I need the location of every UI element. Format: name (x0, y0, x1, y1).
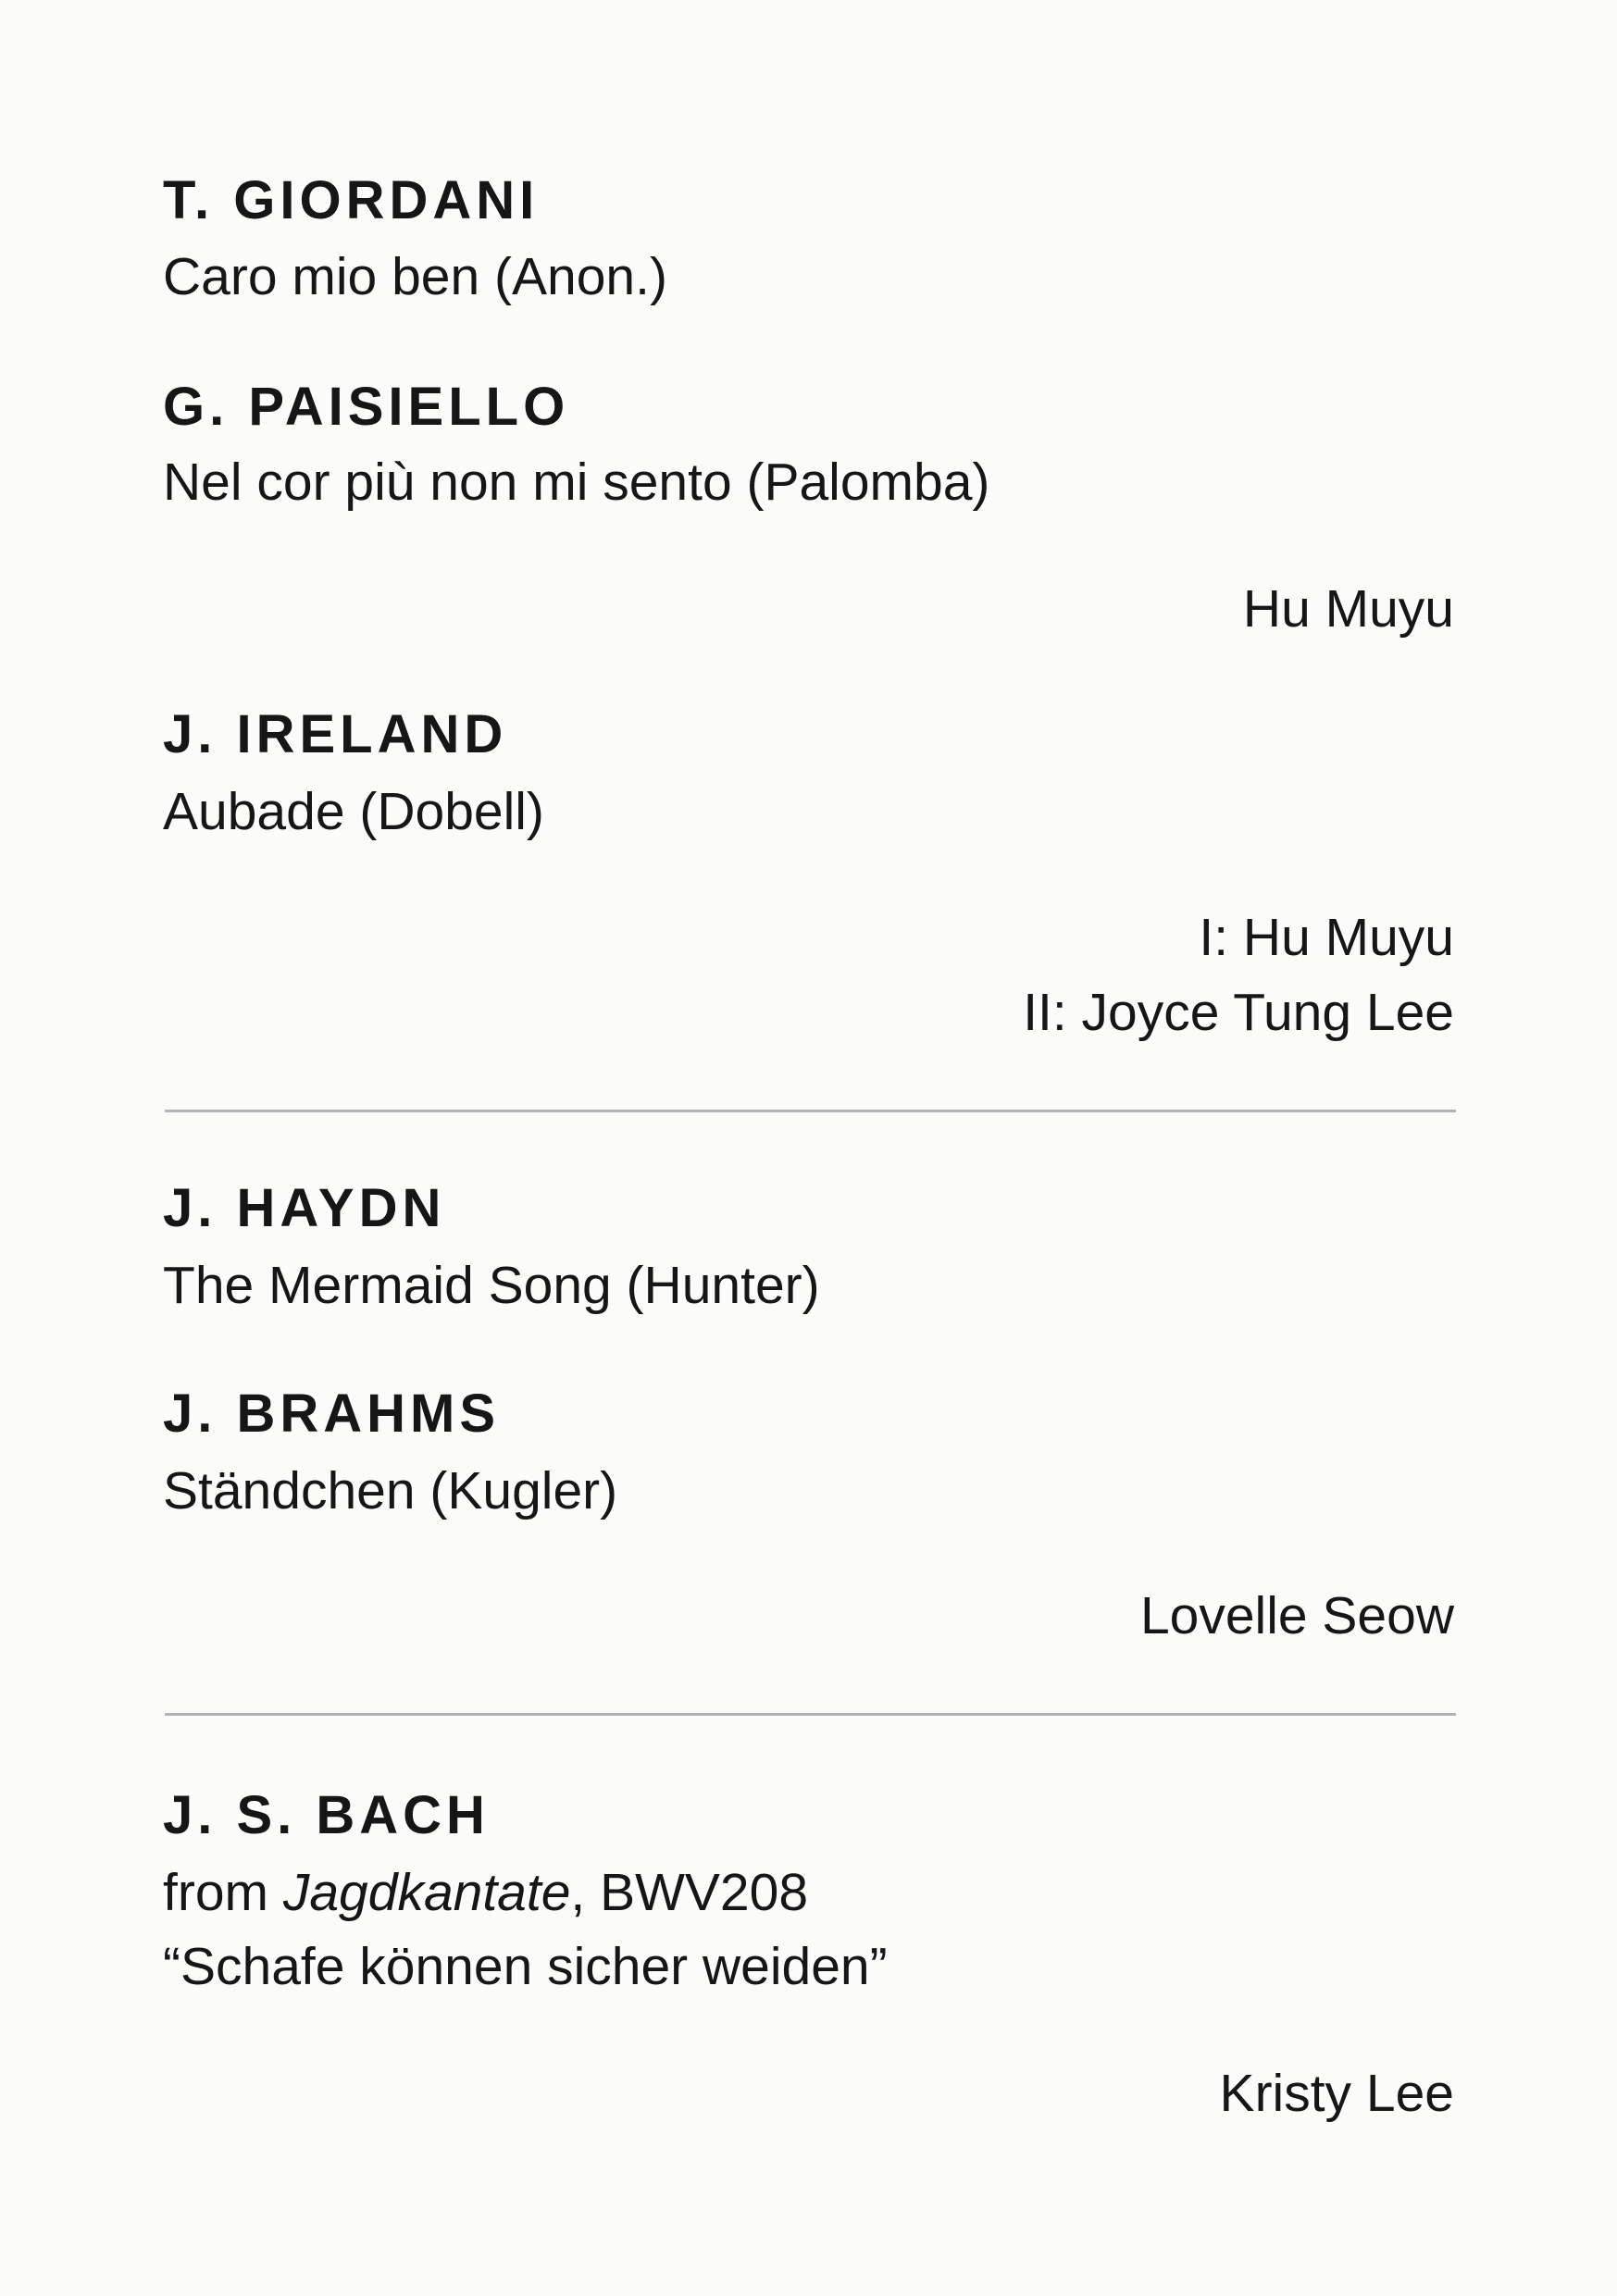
work-aubade: Aubade (Dobell) (163, 782, 544, 841)
work-nel-cor: Nel cor più non mi sento (Palomba) (163, 453, 990, 512)
work-caro-mio-ben: Caro mio ben (Anon.) (163, 247, 667, 306)
composer-paisiello: G. PAISIELLO (163, 377, 570, 437)
work-aria-title: “Schafe können sicher weiden” (163, 1937, 888, 1996)
work-prefix: from (163, 1863, 283, 1922)
work-mermaid-song: The Mermaid Song (Hunter) (163, 1256, 820, 1315)
composer-brahms: J. BRAHMS (163, 1384, 501, 1444)
work-standchen: Ständchen (Kugler) (163, 1461, 618, 1520)
work-title-italic: Jagdkantate (282, 1863, 571, 1922)
work-jagdkantate (163, 1863, 809, 1922)
performer-joyce-tung-lee-part-2: II: Joyce Tung Lee (1023, 983, 1454, 1042)
section-divider (165, 1713, 1456, 1716)
performer-lovelle-seow: Lovelle Seow (1139, 1586, 1454, 1645)
composer-haydn: J. HAYDN (163, 1178, 446, 1238)
work-catalog: , BWV208 (570, 1863, 809, 1922)
composer-giordani: T. GIORDANI (163, 170, 540, 230)
performer-hu-muyu-part-1: I: Hu Muyu (1199, 908, 1454, 967)
performer-hu-muyu: Hu Muyu (1242, 579, 1454, 639)
section-divider (165, 1110, 1456, 1112)
performer-kristy-lee: Kristy Lee (1219, 2064, 1454, 2123)
composer-ireland: J. IRELAND (163, 704, 508, 764)
composer-bach: J. S. BACH (163, 1785, 490, 1845)
